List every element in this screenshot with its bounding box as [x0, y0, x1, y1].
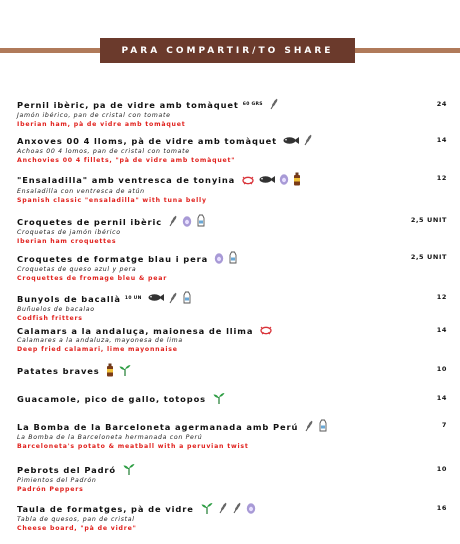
egg-icon — [182, 215, 192, 229]
allergen-icons — [168, 214, 206, 229]
dish-price: 12 — [436, 293, 447, 301]
dish-name-catalan: Pernil ibèric, pa de vidre amb tomàquet — [17, 100, 239, 110]
right-rule — [355, 48, 460, 53]
milk-icon — [182, 291, 192, 306]
dish-heading — [17, 134, 447, 148]
dish-heading — [17, 419, 447, 434]
section-title: PARA COMPARTIR/TO SHARE — [121, 45, 334, 56]
wheat-icon — [168, 292, 178, 306]
dish-name-catalan: Taula de formatges, pà de vidre — [17, 504, 194, 514]
portion-quantity: 10 UN — [124, 295, 142, 301]
wheat-icon — [269, 98, 279, 112]
dish-name-english: Padrón Peppers — [17, 486, 84, 493]
dish-heading — [17, 363, 447, 379]
dish-name-english: Anchovies 00 4 fillets, "pà de vidre amb tomàquet" — [17, 157, 236, 164]
menu-item — [17, 214, 447, 246]
dish-heading — [17, 463, 447, 477]
allergen-icons — [283, 134, 313, 148]
allergen-icons — [259, 324, 273, 337]
dish-name-spanish: Croquetas de queso azul y pera — [17, 266, 137, 273]
wheat-icon — [168, 215, 178, 229]
menu-item — [17, 98, 447, 129]
dish-price: 2,5 UNIT — [410, 253, 447, 261]
egg-icon — [214, 252, 224, 266]
menu-item — [17, 419, 447, 451]
dish-name-catalan: Croquetes de pernil ibèric — [17, 216, 163, 227]
dish-name-catalan: Patates braves — [17, 366, 100, 376]
wheat-icon — [218, 502, 228, 516]
dish-name-spanish: Pimientos del Padrón — [17, 477, 97, 484]
menu-item — [17, 172, 447, 205]
left-rule — [0, 48, 100, 53]
dish-heading — [17, 324, 447, 337]
menu-item — [17, 134, 447, 165]
menu-item — [17, 392, 447, 406]
dish-price: 14 — [436, 394, 447, 402]
dish-name-spanish: Tabla de quesos, pan de cristal — [17, 516, 135, 523]
dish-name-english: Iberian ham, pà de vidre amb tomàquet — [17, 121, 186, 128]
dish-name-english: Cheese board, "pà de vidre" — [17, 525, 137, 532]
dish-name-catalan: Croquetes de formatge blau i pera — [17, 253, 209, 264]
dish-name-catalan: Anxoves 00 4 lloms, pà de vidre amb tomàquet — [17, 136, 278, 146]
dish-price: 7 — [441, 421, 447, 429]
dish-heading — [17, 172, 447, 188]
milk-icon — [228, 251, 238, 266]
dish-name-spanish: Buñuelos de bacalao — [17, 306, 95, 313]
fish-icon — [283, 136, 299, 147]
dish-price: 16 — [436, 504, 447, 512]
portion-quantity: 60 GRS — [242, 102, 263, 107]
dish-price: 12 — [436, 174, 447, 182]
dish-heading — [17, 291, 447, 306]
dish-name-spanish: Achoas 00 4 lomos, pan de cristal con tomate — [17, 148, 190, 155]
milk-icon — [318, 419, 328, 434]
dish-name-english: Deep fried calamari, lime mayonnaise — [17, 346, 178, 353]
dish-name-catalan: Calamars a la andaluça, maionesa de llima — [17, 325, 254, 336]
mustard-icon — [293, 172, 301, 188]
dish-heading — [17, 214, 447, 229]
sprout-icon — [200, 502, 214, 516]
dish-name-catalan: Pebrots del Padró — [17, 465, 117, 475]
dish-name-catalan: La Bomba de la Barceloneta agermanada amb Perú — [17, 421, 299, 432]
menu-item — [17, 324, 447, 354]
dish-name-english: Codfish fritters — [17, 315, 83, 322]
allergen-icons — [122, 463, 136, 477]
allergen-icons — [148, 291, 192, 306]
menu-item — [17, 251, 447, 283]
allergen-icons — [304, 419, 328, 434]
allergen-icons — [214, 251, 238, 266]
menu-item — [17, 502, 447, 533]
egg-icon — [246, 502, 256, 516]
dish-heading — [17, 392, 447, 406]
section-banner — [100, 38, 355, 63]
fish-icon — [148, 293, 164, 304]
allergen-icons — [241, 172, 301, 188]
dish-price: 10 — [436, 465, 447, 473]
crustacean-icon — [241, 174, 255, 187]
wheat-icon — [232, 502, 242, 516]
dish-price: 14 — [436, 136, 447, 144]
fish-icon — [259, 175, 275, 186]
dish-name-english: Spanish classic "ensaladilla" with tuna belly — [17, 197, 207, 204]
sprout-icon — [122, 463, 136, 477]
dish-price: 24 — [436, 100, 447, 108]
dish-name-spanish: Calamares a la andaluza, mayonesa de lima — [17, 337, 183, 344]
wheat-icon — [304, 420, 314, 434]
sprout-icon — [118, 364, 132, 378]
dish-name-catalan: Bunyols de bacallà — [17, 293, 121, 304]
dish-name-english: Barceloneta's potato & meatball with a peruvian twist — [17, 443, 249, 450]
milk-icon — [196, 214, 206, 229]
dish-price: 2,5 UNIT — [410, 216, 447, 224]
crustacean-icon — [259, 324, 273, 337]
dish-name-catalan: "Ensaladilla" amb ventresca de tonyina — [17, 175, 236, 185]
dish-heading — [17, 502, 447, 516]
dish-heading — [17, 251, 447, 266]
dish-heading — [17, 98, 447, 112]
menu-item — [17, 463, 447, 494]
dish-name-catalan: Guacamole, pico de gallo, totopos — [17, 394, 207, 404]
egg-icon — [279, 173, 289, 187]
allergen-icons — [200, 502, 256, 516]
dish-name-spanish: Croquetas de jamón ibérico — [17, 229, 121, 236]
wheat-icon — [303, 134, 313, 148]
mustard-icon — [106, 363, 114, 379]
dish-name-spanish: La Bomba de la Barceloneta hermanada con Perú — [17, 434, 203, 441]
dish-name-spanish: Jamón ibérico, pan de cristal con tomate — [17, 112, 171, 119]
allergen-icons — [269, 98, 279, 112]
menu-item — [17, 363, 447, 379]
menu-item — [17, 291, 447, 323]
dish-price: 14 — [436, 326, 447, 334]
allergen-icons — [212, 392, 226, 406]
dish-name-spanish: Ensaladilla con ventresca de atún — [17, 188, 145, 195]
dish-name-english: Croquettes de fromage bleu & pear — [17, 275, 168, 282]
dish-price: 10 — [436, 365, 447, 373]
sprout-icon — [212, 392, 226, 406]
dish-name-english: Iberian ham croquettes — [17, 238, 117, 245]
allergen-icons — [106, 363, 132, 379]
